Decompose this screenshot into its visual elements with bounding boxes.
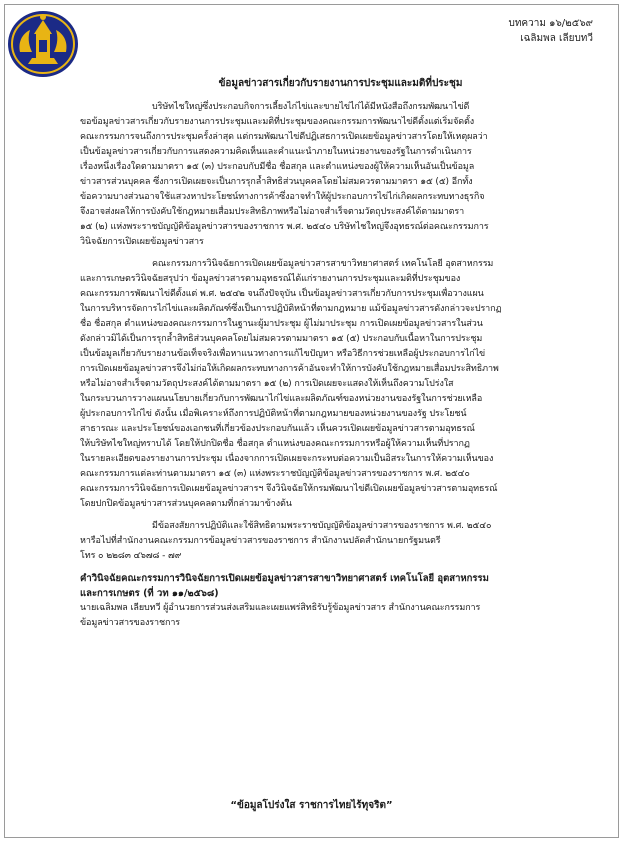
text-line: ขอข้อมูลข่าวสารเกี่ยวกับรายงานการประชุมและมติที่ประชุมของคณะกรรมการพัฒนาไข่ดีตั้งแต่เริ่มจัดตั้ง — [80, 117, 475, 127]
document-header — [508, 16, 593, 46]
text-line: การเปิดเผยข้อมูลข่าวสารจึงไม่ก่อให้เกิดผลกระทบทางการค้าอันจะทำให้การบังคับใช้กฎหมายเสื่อมประสิทธิภาพ — [80, 364, 499, 374]
text-line: ข้อมูลข่าวสารของราชการ — [80, 618, 181, 628]
author-name: เฉลิมพล เลียบทวี — [520, 33, 593, 44]
text-line: ในรายละเอียดของรายงานการประชุม เนื่องจากการเปิดเผยจะกระทบต่อความเป็นอิสระในการให้ความเห็นของ — [80, 454, 494, 464]
text-line: จึงอาจส่งผลให้การบังคับใช้กฎหมายเสื่อมประสิทธิภาพหรือไม่อาจสำเร็จตามวัตถุประสงค์ได้ตามมาตรา — [80, 207, 465, 217]
text-line: คณะกรรมการวินิจฉัยการเปิดเผยข้อมูลข่าวสารสาขาวิทยาศาสตร์ เทคโนโลยี อุตสาหกรรม — [152, 259, 494, 269]
text-line: ในการบริหารจัดการไก่ไข่และผลิตภัณฑ์ซึ่งเป็นการปฏิบัติหน้าที่ตามกฎหมาย แม้ข้อมูลข่าวสารดังกล่าวจะปรากฏ — [80, 304, 502, 314]
text-line: คณะกรรมการจนถึงการประชุมครั้งล่าสุด แต่กรมพัฒนาไข่ดีปฏิเสธการเปิดเผยข้อมูลข่าวสารโดยให้เหตุผลว่า — [80, 132, 488, 142]
text-line: และการเกษตร (ที่ วท ๑๑/๒๕๖๘) — [80, 588, 219, 599]
text-line: ข่าวสารส่วนบุคคล ซึ่งการเปิดเผยจะเป็นการรุกล้ำสิทธิส่วนบุคคลโดยไม่สมควรตามมาตรา ๑๕ (๕) อีกทั้ง — [80, 177, 473, 187]
article-title: ข้อมูลข่าวสารเกี่ยวกับรายงานการประชุมและมติที่ประชุม — [218, 78, 463, 89]
slogan: “ข้อมูลโปร่งใส ราชการไทยไร้ทุจริต” — [230, 800, 393, 811]
text-line: สาธารณะ และประโยชน์ของเอกชนที่เกี่ยวข้องประกอบกันแล้ว เห็นควรเปิดเผยข้อมูลข่าวสารตามอุทธรณ์ — [80, 424, 475, 434]
text-line: ในกระบวนการวางแผนนโยบายเกี่ยวกับการพัฒนาไก่ไข่และผลิตภัณฑ์ของหน่วยงานของรัฐในการช่วยเหลือ — [80, 394, 483, 404]
text-line: นายเฉลิมพล เลียบทวี ผู้อำนวยการส่วนส่งเสริมและเผยแพร่สิทธิรับรู้ข้อมูลข่าวสาร สำนักงานคณะกรรมการ — [80, 603, 481, 613]
text-line: มีข้อสงสัยการปฏิบัติและใช้สิทธิตามพระราชบัญญัติข้อมูลข่าวสารของราชการ พ.ศ. ๒๕๔๐ — [152, 521, 492, 531]
text-line: วินิจฉัยการเปิดเผยข้อมูลข่าวสาร — [80, 237, 204, 247]
text-line: เป็นข้อมูลเกี่ยวกับรายงานข้อเท็จจริงเพื่อหาแนวทางการแก้ไขปัญหา หรือวิธีการช่วยเหลือผู้ประกอบการไก่ไข่ — [80, 349, 486, 359]
text-line: ข้อความบางส่วนอาจใช้แสวงหาประโยชน์ทางการค้าซึ่งอาจทำให้ผู้ประกอบการไข่ไก่เกิดผลกระทบทางธุรกิจ — [80, 192, 485, 202]
text-line: เป็นข้อมูลข่าวสารเกี่ยวกับการแสดงความคิดเห็นและคำแนะนำภายในหน่วยงานของรัฐในการดำเนินการ — [80, 147, 472, 157]
author-note — [80, 601, 601, 631]
paragraph-decision — [80, 257, 601, 512]
paragraph-background — [80, 100, 601, 250]
text-line: บริษัทไชใหญ่ซึ่งประกอบกิจการเลี้ยงไก่ไข่และขายไข่ไก่ได้มีหนังสือถึงกรมพัฒนาไข่ดี — [152, 102, 470, 112]
text-line: ผู้ประกอบการไก่ไข่ ดังนั้น เมื่อพิเคราะห์ถึงการปฏิบัติหน้าที่ตามกฎหมายของหน่วยงานของรัฐ ประโยชน์ — [80, 409, 467, 419]
text-line: คณะกรรมการพัฒนาไข่ดีตั้งแต่ พ.ศ. ๒๕๔๒ จนถึงปัจจุบัน เป็นข้อมูลข่าวสารเกี่ยวกับการประชุมเพื่อวางแผน — [80, 289, 484, 299]
text-line: โดยปกปิดข้อมูลข่าวสารส่วนบุคคลตามที่กล่าวมาข้างต้น — [80, 499, 292, 509]
text-line: คำวินิจฉัยคณะกรรมการวินิจฉัยการเปิดเผยข้อมูลข่าวสารสาขาวิทยาศาสตร์ เทคโนโลยี อุตสาหกรรม — [80, 573, 489, 584]
text-line: ให้บริษัทไชใหญ่ทราบได้ โดยให้ปกปิดชื่อ ชื่อสกุล ตำแหน่งของคณะกรรมการหรือผู้ให้ความเห็นที่ปรากฏ — [80, 439, 470, 449]
contact-phone: โทร ๐ ๒๒๘๓ ๔๖๗๘ - ๗๙ — [80, 551, 182, 561]
text-line: หารือไปที่สำนักงานคณะกรรมการข้อมูลข่าวสารของราชการ สำนักงานปลัดสำนักนายกรัฐมนตรี — [80, 536, 441, 546]
text-line: และการเกษตรวินิจฉัยสรุปว่า ข้อมูลข่าวสารตามอุทธรณ์ได้แก่รายงานการประชุมและมติที่ประชุมของ — [80, 274, 461, 284]
text-line: ชื่อ ชื่อสกุล ตำแหน่งของคณะกรรมการในฐานะผู้มาประชุม ผู้ไม่มาประชุม การเปิดเผยข้อมูลข่าวสารในส่วน — [80, 319, 483, 329]
text-line: ดังกล่าวมิได้เป็นการรุกล้ำสิทธิส่วนบุคคลโดยไม่สมควรตามมาตรา ๑๕ (๕) ประกอบกับเนื้อหาในการประชุม — [80, 334, 483, 344]
article-body — [80, 76, 601, 638]
paragraph-contact — [80, 519, 601, 564]
text-line: หรือไม่อาจสำเร็จตามวัตถุประสงค์ได้ตามมาตรา ๑๕ (๒) การเปิดเผยจะแสดงให้เห็นถึงความโปร่งใส — [80, 379, 454, 389]
text-line: เรื่องหนึ่งเรื่องใดตามมาตรา ๑๕ (๓) ประกอบกับมีชื่อ ชื่อสกุล และตำแหน่งของผู้ให้ความเห็นอันเป็นข้อมูล — [80, 162, 475, 172]
decision-reference-heading — [80, 571, 601, 601]
text-line: ๑๕ (๒) แห่งพระราชบัญญัติข้อมูลข่าวสารของราชการ พ.ศ. ๒๕๔๐ บริษัทไชใหญ่จึงอุทธรณ์ต่อคณะกรรมการ — [80, 222, 489, 232]
article-number: บทความ ๑๖/๒๕๖๙ — [508, 18, 593, 29]
text-line: คณะกรรมการแต่ละท่านตามมาตรา ๑๕ (๓) แห่งพระราชบัญญัติข้อมูลข่าวสารของราชการ พ.ศ. ๒๕๔๐ — [80, 469, 470, 479]
office-emblem-logo — [6, 6, 80, 78]
text-line: คณะกรรมการวินิจฉัยการเปิดเผยข้อมูลข่าวสารฯ จึงวินิจฉัยให้กรมพัฒนาไข่ดีเปิดเผยข้อมูลข่าวสารตามอุทธรณ์ — [80, 484, 498, 494]
